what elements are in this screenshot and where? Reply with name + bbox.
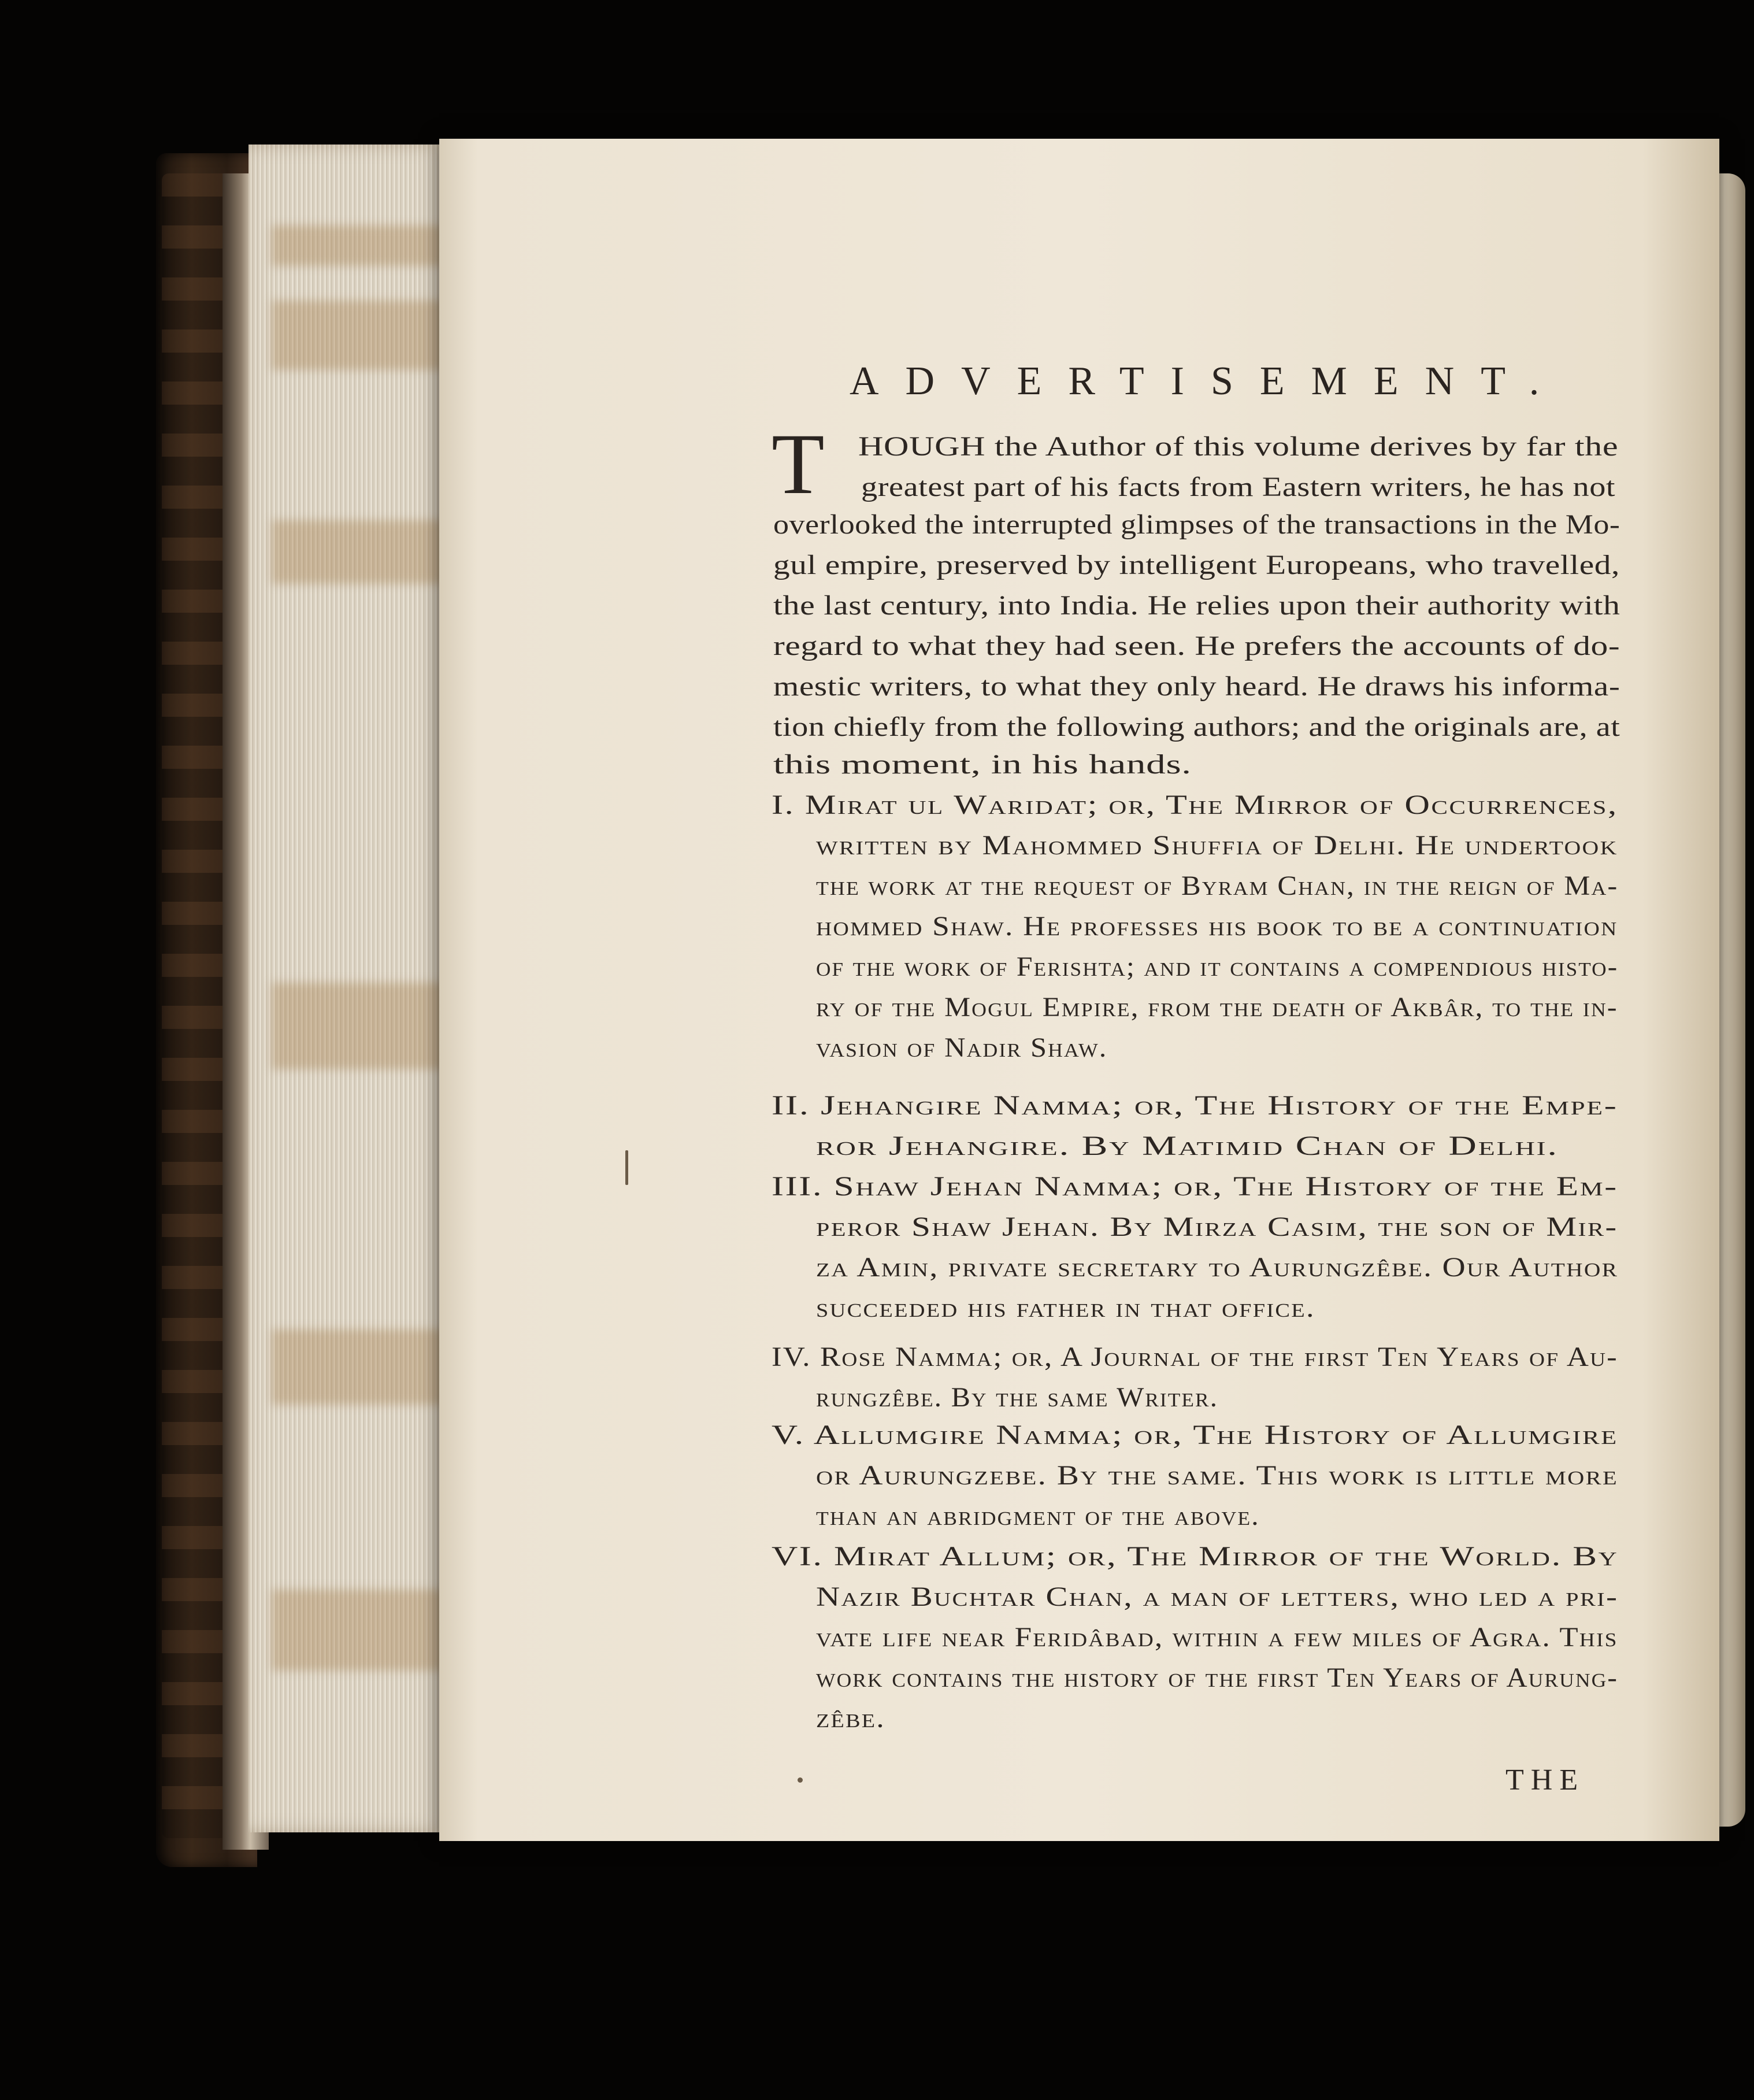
intro-line: mestic writers, to what they only heard. He draws his informa- bbox=[773, 671, 1620, 702]
source-entry-line: V. Allumgire Namma; or, The History of Allumgire bbox=[772, 1420, 1618, 1450]
source-entry-line: ry of the Mogul Empire, from the death of Akbâr, to the in- bbox=[816, 992, 1618, 1023]
page-edge-stain bbox=[272, 1329, 445, 1405]
source-entry-line: the work at the request of Byram Chan, in the reign of Ma- bbox=[816, 871, 1619, 901]
intro-line: this moment, in his hands. bbox=[773, 749, 1192, 780]
catchword: THE bbox=[1505, 1764, 1585, 1797]
page-edge-stain bbox=[272, 225, 445, 266]
page-speck bbox=[625, 1150, 628, 1185]
source-entry-line: of the work of Ferishta; and it contains a compendious histo- bbox=[816, 951, 1619, 982]
page-speck bbox=[798, 1777, 803, 1783]
source-entry-line: zêbe. bbox=[816, 1703, 885, 1734]
intro-line: HOUGH the Author of this volume derives by far the bbox=[858, 431, 1619, 462]
source-entry-line: III. Shaw Jehan Namma; or, The History of the Em- bbox=[772, 1171, 1618, 1202]
page-edge-stain bbox=[272, 520, 445, 584]
drop-cap: T bbox=[772, 416, 825, 512]
intro-line: regard to what they had seen. He prefers the accounts of do- bbox=[773, 631, 1620, 661]
source-entry-line: work contains the history of the first Ten Years of Aurung- bbox=[816, 1662, 1619, 1693]
source-entry-line: peror Shaw Jehan. By Mirza Casim, the son of Mir- bbox=[816, 1212, 1618, 1242]
source-entry-line: than an abridgment of the above. bbox=[816, 1501, 1260, 1531]
intro-line: greatest part of his facts from Eastern writers, he has not bbox=[861, 472, 1616, 502]
source-entry-line: vate life near Feridâbad, within a few miles of Agra. This bbox=[816, 1622, 1618, 1653]
source-entry-line: VI. Mirat Allum; or, The Mirror of the World. By bbox=[772, 1541, 1619, 1572]
source-entry-line: Nazir Buchtar Chan, a man of letters, who led a pri- bbox=[816, 1582, 1619, 1612]
source-entry-line: hommed Shaw. He professes his book to be a continuation bbox=[816, 911, 1618, 942]
page-edge-stain bbox=[272, 1590, 445, 1671]
source-entry-line: I. Mirat ul Waridat; or, The Mirror of Occurrences, bbox=[772, 790, 1618, 820]
source-entry-line: IV. Rose Namma; or, A Journal of the first Ten Years of Au- bbox=[772, 1342, 1618, 1372]
page-edge-stain bbox=[272, 983, 445, 1069]
source-entry-line: vasion of Nadir Shaw. bbox=[816, 1032, 1108, 1063]
source-entry-line: II. Jehangire Namma; or, The History of the Empe- bbox=[772, 1090, 1618, 1121]
source-entry-line: or Aurungzebe. By the same. This work is little more bbox=[816, 1460, 1618, 1491]
source-entry-line: succeeded his father in that office. bbox=[816, 1292, 1315, 1323]
intro-line: overlooked the interrupted glimpses of the transactions in the Mo- bbox=[773, 509, 1620, 540]
source-entry-line: rungzêbe. By the same Writer. bbox=[816, 1382, 1219, 1413]
source-entry-line: written by Mahommed Shuffia of Delhi. He undertook bbox=[816, 830, 1618, 861]
source-entry-line: ror Jehangire. By Matimid Chan of Delhi. bbox=[816, 1131, 1559, 1161]
page-edge-stain bbox=[272, 301, 445, 370]
source-entry-line: za Amin, private secretary to Aurungzêbe. Our Author bbox=[816, 1252, 1619, 1283]
intro-line: tion chiefly from the following authors; and the originals are, at bbox=[773, 712, 1620, 742]
page-heading: ADVERTISEMENT. bbox=[850, 359, 1566, 403]
intro-line: gul empire, preserved by intelligent Europeans, who travelled, bbox=[773, 550, 1620, 580]
intro-line: the last century, into India. He relies upon their authority with bbox=[773, 590, 1620, 621]
